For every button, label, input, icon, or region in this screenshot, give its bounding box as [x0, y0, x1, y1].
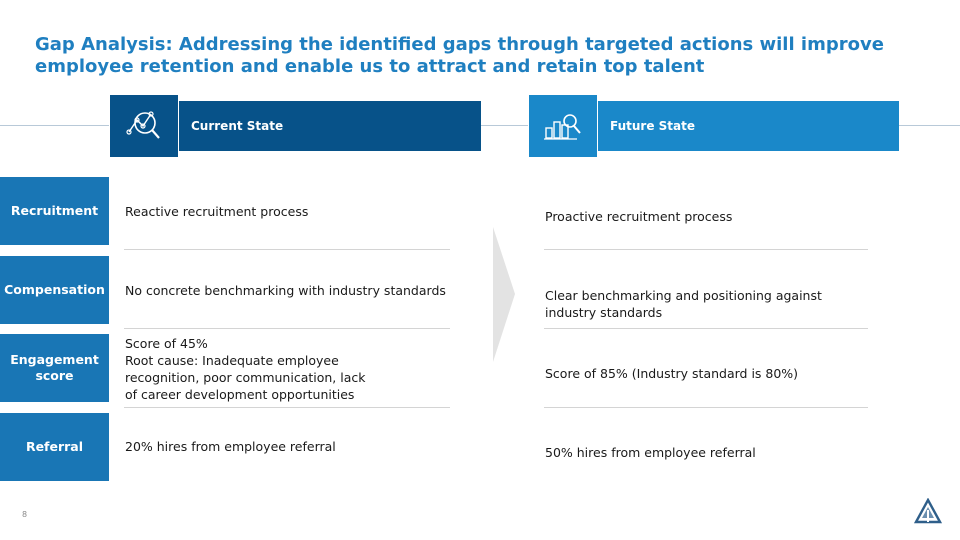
future-state-header — [598, 101, 899, 151]
future-recruitment: Proactive recruitment process — [545, 209, 733, 224]
current-state-icon-box — [109, 94, 179, 158]
future-separator-1 — [544, 249, 868, 250]
future-referral: 50% hires from employee referral — [545, 445, 756, 460]
row-label-engagement-score: Engagement score — [0, 334, 109, 402]
future-compensation: Clear benchmarking and positioning against industry standards — [545, 288, 822, 320]
future-separator-3 — [544, 407, 868, 408]
current-compensation: No concrete benchmarking with industry standards — [125, 283, 446, 298]
slide-title: Gap Analysis: Addressing the identified gaps through targeted actions will improve employee retention and enable us to attract and retain top talent — [35, 34, 884, 77]
future-state-label: Future State — [610, 119, 696, 133]
current-engagement-score: Score of 45% Root cause: Inadequate employee recognition, poor communication, lack of career development opportunities — [125, 336, 366, 402]
row-label-compensation: Compensation — [0, 256, 109, 324]
current-separator-1 — [124, 249, 450, 250]
current-state-label: Current State — [191, 119, 284, 133]
chevron-arrow-shape — [493, 227, 517, 362]
current-separator-2 — [124, 328, 450, 329]
bar-chart-search-icon — [543, 108, 583, 144]
future-state-icon-box — [528, 94, 598, 158]
current-recruitment: Reactive recruitment process — [125, 204, 309, 219]
page-number: 8 — [22, 510, 28, 519]
future-engagement-score: Score of 85% (Industry standard is 80%) — [545, 366, 799, 381]
current-state-header — [179, 101, 481, 151]
current-separator-3 — [124, 407, 450, 408]
future-separator-2 — [544, 328, 868, 329]
current-referral: 20% hires from employee referral — [125, 439, 336, 454]
company-logo — [914, 498, 942, 524]
magnifier-analytics-icon — [124, 108, 164, 144]
row-label-referral: Referral — [0, 413, 109, 481]
row-label-recruitment: Recruitment — [0, 177, 109, 245]
